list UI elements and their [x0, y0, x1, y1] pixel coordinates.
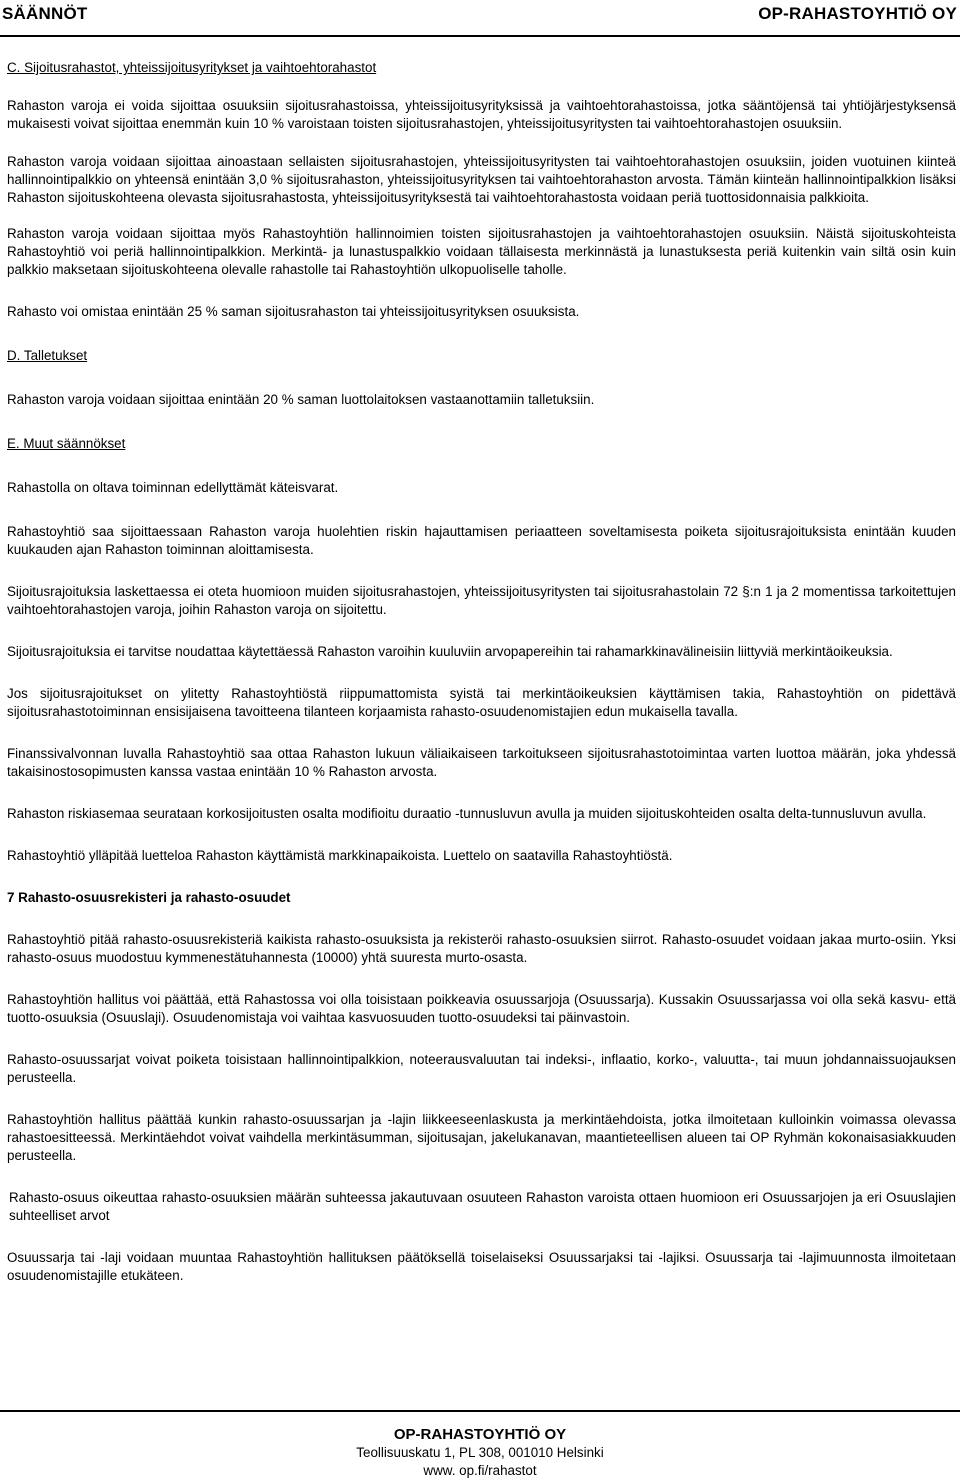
page-header	[0, 0, 960, 40]
section-e-paragraph: Rahastolla on oltava toiminnan edellyttämät käteisvarat.	[7, 480, 339, 495]
section-d-paragraph: Rahaston varoja voidaan sijoittaa enintään 20 % saman luottolaitoksen vastaanottamiin talletuksiin.	[7, 392, 595, 407]
section-c-paragraph: Rahasto voi omistaa enintään 25 % saman sijoitusrahaston tai yhteissijoitusyrityksen osuuksista.	[7, 304, 580, 319]
document-body	[7, 59, 956, 1285]
section-e-paragraph: Sijoitusrajoituksia laskettaessa ei oteta huomioon muiden sijoitusrahastojen, yhteissijoitusyritysten tai sijoitusrahastolain 72 §:n 1 ja 2 momentissa tarkoitettujen vaihtoehtorahastojen varoja, joihin Rahaston varoja on sijoitettu.	[7, 584, 956, 617]
section-c-paragraph: Rahaston varoja voidaan sijoittaa myös Rahastoyhtiön hallinnoimien toisten sijoitusrahastojen ja vaihtoehtorahastojen osuuksiin. Näistä sijoituskohteista Rahastoyhtiö voi periä hallinnointipalkkion. Merkintä- ja lunastuspalkkio voidaan tällaisesta merkinnästä ja lunastuksesta periä kuitenkin vain siltä osin kuin palkkio maksetaan sijoituskohteena olevalle rahastolle tai Rahastoyhtiön ulkopuoliselle taholle.	[7, 226, 956, 277]
section-e-paragraph: Rahastoyhtiö saa sijoittaessaan Rahaston varoja huolehtien riskin hajauttamisen periaatteen soveltamisesta poiketa sijoitusrajoituksista enintään kuuden kuukauden ajan Rahaston toiminnan aloittamisesta.	[7, 524, 956, 557]
header-title: SÄÄNNÖT	[2, 4, 88, 23]
footer-website: www. op.fi/rahastot	[423, 1463, 537, 1478]
section-c-paragraph: Rahaston varoja ei voida sijoittaa osuuksiin sijoitusrahastoissa, yhteissijoitusyrityksissä ja vaihtoehtorahastoissa, jotka sääntöjensä tai yhtiöjärjestyksensä mukaisesti voivat sijoittaa enemmän kuin 10 % varoistaan toisten sijoitusrahastojen, yhteissijoitusyritysten tai vaihtoehtorahastojen osuuksiin.	[7, 98, 956, 131]
section-7-paragraph: Osuussarja tai -laji voidaan muuntaa Rahastoyhtiön hallituksen päätöksellä toiselaiseksi Osuussarjaksi tai -lajiksi. Osuussarja tai -lajimuunnosta ilmoitetaan osuudenomistajille etukäteen.	[7, 1250, 956, 1283]
section-7-paragraph: Rahasto-osuussarjat voivat poiketa toisistaan hallinnointipalkkion, noteerausvaluutan tai indeksi-, inflaatio, korko-, valuutta-, tai muun johdannaissuojauksen perusteella.	[7, 1052, 956, 1085]
section-7-heading: 7 Rahasto-osuusrekisteri ja rahasto-osuudet	[7, 890, 291, 905]
section-e-paragraph: Rahastoyhtiö ylläpitää luetteloa Rahaston käyttämistä markkinapaikoista. Luettelo on saatavilla Rahastoyhtiöstä.	[7, 848, 673, 863]
footer-company: OP-RAHASTOYHTIÖ OY	[393, 1426, 567, 1443]
header-rule	[0, 35, 960, 37]
section-7-paragraph: Rahasto-osuus oikeuttaa rahasto-osuuksien määrän suhteessa jakautuvaan osuuteen Rahaston varoista ottaen huomioon eri Osuussarjojen ja eri Osuuslajien suhteelliset arvot	[9, 1190, 956, 1223]
section-e-paragraph: Finanssivalvonnan luvalla Rahastoyhtiö saa ottaa Rahaston lukuun väliaikaiseen tarkoitukseen sijoitusrahastotoimintaa varten luottoa määrän, joka yhdessä takaisinostosopimusten kanssa vastaa enintään 10 % Rahaston arvosta.	[7, 746, 956, 779]
page-footer	[0, 1426, 960, 1480]
section-c-heading: C. Sijoitusrahastot, yhteissijoitusyritykset ja vaihtoehtorahastot	[7, 60, 377, 75]
section-e-heading: E. Muut säännökset	[7, 436, 126, 451]
section-7-paragraph: Rahastoyhtiön hallitus päättää kunkin rahasto-osuussarjan ja -lajin liikkeeseenlaskusta ja merkintäehdoista, jotka ilmoitetaan kulloinkin voimassa olevassa rahastoesitteessä. Merkintäehdot voivat vaihdella merkintäsumman, sijoitusajan, jakelukanavan, maantieteellisen alueen tai OP Ryhmän kokonaisasiakkuuden perusteella.	[7, 1112, 956, 1163]
section-7-paragraph: Rahastoyhtiön hallitus voi päättää, että Rahastossa voi olla toisistaan poikkeavia osuussarjoja (Osuussarja). Kussakin Osuussarjassa voi olla sekä kasvu- että tuotto-osuuksia (Osuuslaji). Osuudenomistaja voi vaihtaa kasvuosuuden tuotto-osuudeksi tai päinvastoin.	[7, 992, 956, 1025]
header-company: OP-RAHASTOYHTIÖ OY	[758, 4, 957, 23]
footer-address: Teollisuuskatu 1, PL 308, 001010 Helsinki	[356, 1445, 604, 1460]
section-d-heading: D. Talletukset	[7, 348, 88, 363]
footer-rule	[0, 1410, 960, 1412]
section-7-paragraph: Rahastoyhtiö pitää rahasto-osuusrekisteriä kaikista rahasto-osuuksista ja rekisteröi rahasto-osuuksien siirrot. Rahasto-osuudet voidaan jakaa murto-osiin. Yksi rahasto-osuus muodostuu kymmenestätuhannesta (10000) yhtä suuresta murto-osasta.	[7, 932, 956, 965]
section-e-paragraph: Rahaston riskiasemaa seurataan korkosijoitusten osalta modifioitu duraatio -tunnusluvun avulla ja muiden sijoituskohteiden osalta delta-tunnusluvun avulla.	[7, 806, 927, 821]
section-c-paragraph: Rahaston varoja voidaan sijoittaa ainoastaan sellaisten sijoitusrahastojen, yhteissijoitusyritysten tai vaihtoehtorahastojen osuuksiin, joiden vuotuinen kiinteä hallinnointipalkkio on yhteensä enintään 3,0 % sijoitusrahaston, yhteissijoitusyrityksen tai vaihtoehtorahaston arvosta. Tämän kiinteän hallinnointipalkkion lisäksi Rahaston sijoituskohteena olevasta sijoitusrahastosta, yhteissijoitusyrityksestä tai vaihtoehtorahastosta voidaan periä tuottosidonnaisia palkkioita.	[7, 154, 956, 205]
section-e-paragraph: Sijoitusrajoituksia ei tarvitse noudattaa käytettäessä Rahaston varoihin kuuluviin arvopapereihin tai rahamarkkinavälineisiin liittyviä merkintäoikeuksia.	[7, 644, 893, 659]
section-e-paragraph: Jos sijoitusrajoitukset on ylitetty Rahastoyhtiöstä riippumattomista syistä tai merkintäoikeuksien käyttämisen takia, Rahastoyhtiön on pidettävä sijoitusrahastotoiminnan ensisijaisena tavoitteena tilanteen korjaamista rahasto-osuudenomistajien edun mukaisella tavalla.	[7, 686, 956, 719]
